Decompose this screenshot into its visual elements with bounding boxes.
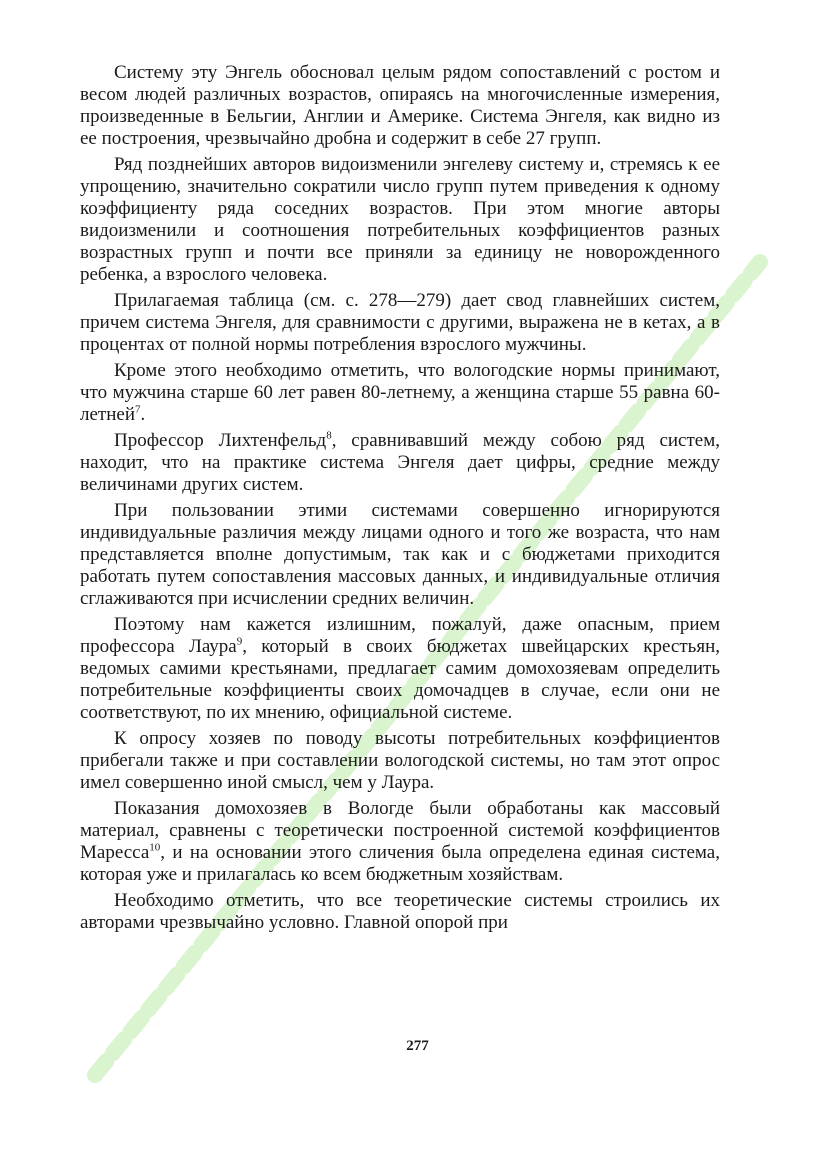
footnote-reference: 8: [326, 429, 332, 442]
paragraph-text: , и на основании этого сличения была определена единая система, которая уже и прилагалась ко всем бюджетным хозяйствам.: [80, 842, 720, 885]
paragraph-text: , сравнивавший между собою ряд систем, находит, что на практике система Энгеля дает цифры, средние между величинами других систем.: [80, 430, 720, 495]
paragraph-text: Кроме этого необходимо отметить, что вологодские нормы принимают, что мужчина старше 60 лет равен 80-летнему, а женщина старше 55 равна 60-летней: [80, 360, 720, 425]
footnote-reference: 9: [236, 635, 243, 648]
footnote-reference: 7: [135, 403, 141, 416]
paragraph: [80, 62, 720, 150]
paragraph-text: Профессор Лихтенфельд: [114, 430, 327, 451]
paragraph-text: К опросу хозяев по поводу высоты потребительных коэффициентов прибегали также и при составлении вологодской системы, но там этот опрос имел совершенно иной смысл, чем у Лаура.: [80, 728, 720, 793]
footnote-reference: 10: [149, 841, 161, 854]
paragraph-text: .: [140, 404, 146, 425]
paragraph-text: Систему эту Энгель обосновал целым рядом сопоставлений с ростом и весом людей различных возрастов, опираясь на многочисленные измерения, произведенные в Бельгии, Англии и Америке. Система Энгеля, как видно из ее построения, чрезвычайно дробна и содержит в себе 27 групп.: [80, 62, 720, 149]
paragraph-text: Необходимо отметить, что все теоретические системы строились их авторами чрезвычайно условно. Главной опорой при: [80, 890, 720, 933]
paragraph: [80, 500, 720, 610]
paragraph-text: Поэтому нам кажется излишним, пожалуй, даже опасным, прием профессора Лаура: [80, 614, 720, 657]
paragraph: [80, 614, 720, 724]
paragraph: [80, 290, 720, 356]
paragraph: [80, 154, 720, 286]
paragraph-text: , который в своих бюджетах швейцарских крестьян, ведомых самими крестьянами, предлагает самим домохозяевам определить потребительные коэффициенты своих домочадцев в случае, если они не соответствуют, по их мнению, официальной системе.: [80, 636, 720, 723]
paragraph-text: Показания домохозяев в Вологде были обработаны как массовый материал, сравнены с теоретически построенной системой коэффициентов Маресса: [80, 798, 720, 863]
paragraph: [80, 728, 720, 794]
page-number: 277: [406, 1038, 429, 1054]
paragraph-text: Прилагаемая таблица (см. с. 278—279) дает свод главнейших систем, причем система Энгеля, для сравнимости с другими, выражена не в кетах, а в процентах от полной нормы потребления взрослого мужчины.: [80, 290, 720, 355]
paragraph: [80, 360, 720, 426]
paragraph: [80, 430, 720, 496]
page-body: [80, 62, 720, 938]
paragraph-text: Ряд позднейших авторов видоизменили энгелеву систему и, стремясь к ее упрощению, значительно сократили число групп путем приведения к одному коэффициенту ряда соседних возрастов. При этом многие авторы видоизменили и соотношения потребительных коэффициентов разных возрастных групп и почти все приняли за единицу не новорожденного ребенка, а взрослого человека.: [80, 154, 720, 285]
paragraph-text: При пользовании этими системами совершенно игнорируются индивидуальные различия между лицами одного и того же возраста, что нам представляется вполне допустимым, так как и с бюджетами приходится работать путем сопоставления массовых данных, и индивидуальные отличия сглаживаются при исчислении средних величин.: [80, 500, 720, 609]
paragraph: [80, 890, 720, 934]
paragraph: [80, 798, 720, 886]
